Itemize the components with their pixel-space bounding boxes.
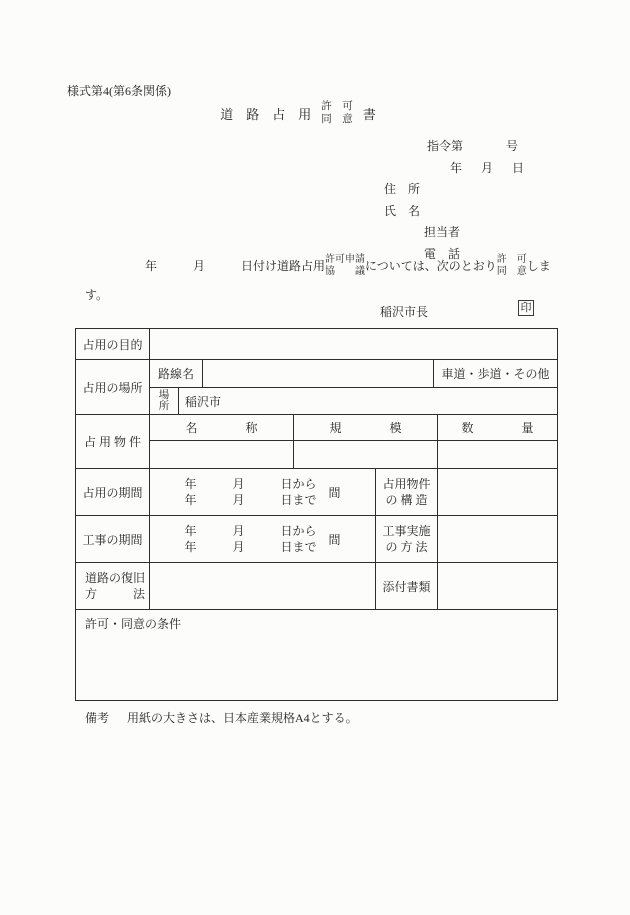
- directive-prefix: 指令第: [426, 139, 463, 153]
- title-permit-text: 許 可: [321, 101, 353, 112]
- route-name-label-cell: 路線名: [150, 360, 203, 388]
- attachments-label-cell: 添付書類: [376, 563, 438, 610]
- road-type-cell: 車道・歩道・その他: [434, 360, 558, 388]
- directive-blank: [463, 149, 506, 150]
- works-period-to: 年 月 日まで: [184, 540, 317, 554]
- works-method-value-cell: [438, 516, 558, 563]
- occupation-period-unit: 間: [328, 485, 341, 500]
- body-mid-text: については、次のとおり: [365, 259, 497, 273]
- works-period-label-cell: 工事の期間: [76, 516, 150, 563]
- title-suffix: 書: [362, 106, 376, 122]
- name-label: 氏 名: [384, 204, 421, 218]
- restoration-value-cell: [150, 563, 376, 610]
- consultation-text: 協 議: [325, 265, 366, 277]
- purpose-value-cell: [150, 329, 558, 360]
- works-method-label-cell: 工事実施 の 方 法: [376, 516, 438, 563]
- restoration-label-cell: 道路の復旧 方 法: [76, 563, 150, 610]
- address-label: 住 所: [384, 182, 421, 196]
- property-quantity-header-cell: 数 量: [438, 415, 558, 441]
- phone-label: 電 話: [424, 247, 461, 261]
- seal-mark: 印: [518, 300, 534, 316]
- spot-label-top: 場: [158, 390, 170, 401]
- works-period-value-cell: [150, 516, 376, 563]
- document-title: [0, 100, 613, 126]
- structure-value-cell: [438, 469, 558, 516]
- form-table: [75, 328, 558, 701]
- place-label-cell: 占用の場所: [76, 360, 150, 415]
- property-scale-value-cell: [294, 441, 438, 469]
- remarks-text: 用紙の大きさは、日本産業規格A4とする。: [127, 711, 358, 725]
- attachments-value-cell: [438, 563, 558, 610]
- conditions-cell: 許可・同意の条件: [76, 610, 558, 701]
- occupation-period-from: 年 月 日から: [184, 477, 317, 491]
- remarks-label: 備考: [85, 711, 110, 725]
- property-quantity-value-cell: [438, 441, 558, 469]
- occupation-period-value-cell: [150, 469, 376, 516]
- title-permit-consent-stack: [321, 100, 353, 126]
- body-date-part: 年 月 日付け道路占用: [145, 259, 326, 273]
- title-consent-text: 同 意: [321, 114, 353, 125]
- body-post-text: しま: [526, 259, 551, 273]
- permit-consent-stack: [497, 254, 527, 277]
- application-consultation-stack: [325, 254, 365, 277]
- date-month-label: 月: [480, 161, 493, 175]
- form-number: 様式第4(第6条関係): [67, 84, 171, 98]
- application-text: 許可申請: [325, 254, 366, 265]
- structure-label-cell: 占用物件 の 構 造: [376, 469, 438, 516]
- works-period-unit: 間: [328, 532, 341, 547]
- title-main: 道 路 占 用: [220, 106, 312, 122]
- property-scale-header-cell: 規 模: [294, 415, 438, 441]
- staff-label: 担当者: [424, 225, 461, 239]
- spot-label-cell: [150, 388, 179, 415]
- directive-number-line: [427, 137, 518, 154]
- spot-label-bottom: 所: [158, 401, 170, 412]
- occupation-period-to: 年 月 日まで: [184, 493, 317, 507]
- property-name-value-cell: [150, 441, 294, 469]
- consent-text: 同 意: [496, 265, 527, 277]
- issue-date-line: [450, 159, 524, 176]
- permit-text: 許 可: [496, 254, 527, 265]
- property-label-cell: 占 用 物 件: [76, 415, 150, 469]
- occupation-period-label-cell: 占用の期間: [76, 469, 150, 516]
- date-day-label: 日: [511, 161, 524, 175]
- property-name-header-cell: 名 称: [150, 415, 294, 441]
- remarks-note: [85, 709, 358, 726]
- body-sentence-line1: [145, 254, 551, 277]
- directive-suffix: 号: [505, 139, 518, 153]
- mayor-label: 稲沢市長: [380, 305, 429, 319]
- spot-value-cell: 稲沢市: [179, 388, 558, 415]
- route-name-value-cell: [203, 360, 434, 388]
- body-sentence-line2: す。: [85, 288, 109, 302]
- date-year-label: 年: [449, 161, 462, 175]
- works-period-from: 年 月 日から: [184, 524, 317, 538]
- purpose-label-cell: 占用の目的: [76, 329, 150, 360]
